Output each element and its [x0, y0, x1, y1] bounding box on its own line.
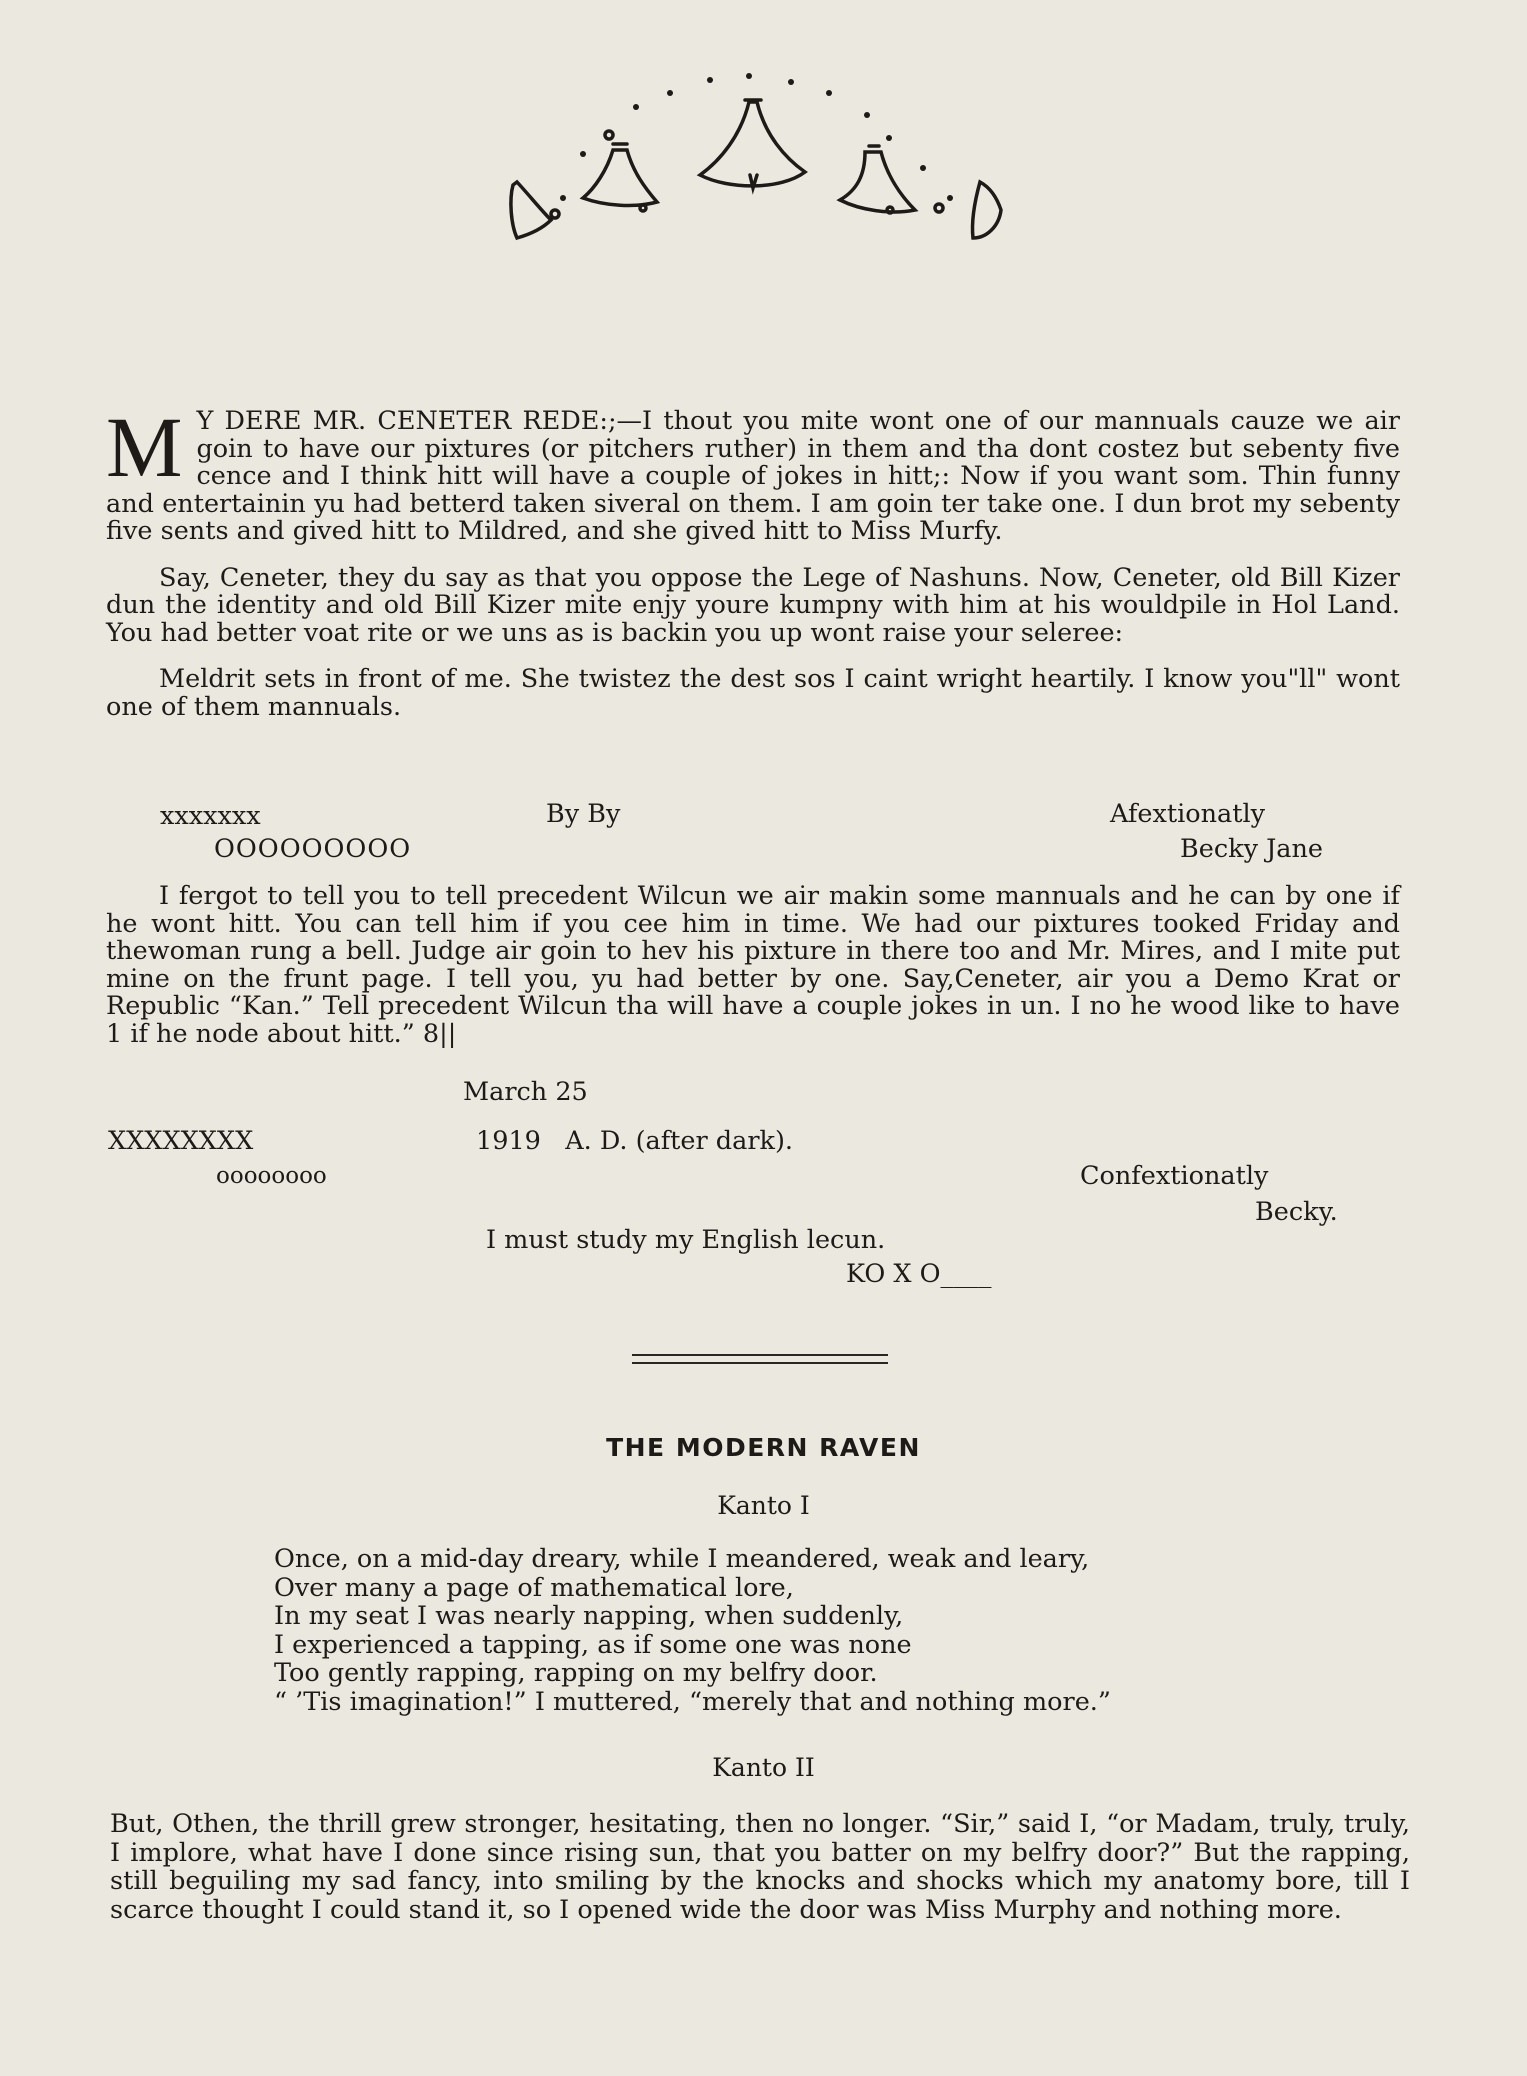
letter-date: March 25 [463, 1077, 588, 1107]
letter-paragraph-1: M Y DERE MR. CENETER REDE:;—I thout you mite wont one of our mannuals cauze we air goin to have our pixtures (or pitchers ruther) in them and tha dont costez but sebenty five cence and I think hitt will have a couple of jokes in hitt;: Now if you want som. Thin funny and entertainin yu had betterd taken siveral on them. I am goin ter take one. I dun brot my sebenty five sents and gived hitt to Mildred, and she gived hitt to Miss Murfy. [106, 399, 1400, 546]
ko-mark: KO X O____ [846, 1259, 992, 1289]
bell-icon [935, 182, 1001, 238]
hugs-mark-2: oooooooo [216, 1163, 327, 1189]
letter-paragraph-2: Say, Ceneter, they du say as that you oppose the Lege of Nashuns. Now, Ceneter, old Bill Kizer dun the identity and old Bill Kizer mite enjy youre kumpny with him at his wouldpile in Hol Land. You had better voat rite or we uns as is backin you up wont raise your seleree: [106, 562, 1400, 648]
closing-text: Afextionatly [1110, 799, 1266, 829]
bell-icon [511, 182, 559, 238]
kanto-2-heading: Kanto II [712, 1753, 815, 1782]
signature-name-2: Becky. [1255, 1197, 1338, 1227]
bell-icon [700, 100, 805, 188]
byby-text: By By [546, 799, 621, 829]
postscript: I must study my English lecun. [486, 1225, 886, 1255]
kanto-1-verse [274, 1545, 1111, 1716]
kisses-mark: xxxxxxx [160, 801, 261, 831]
verse-line: Too gently rapping, rapping on my belfry door. [274, 1658, 878, 1688]
verse-line: I experienced a tapping, as if some one was none [274, 1629, 912, 1660]
signature-name: Becky Jane [1180, 834, 1324, 864]
kanto-1-heading: Kanto I [717, 1491, 810, 1520]
drop-cap: M [106, 399, 183, 495]
letter-paragraph-3: Meldrit sets in front of me. She twistez the dest sos I caint wright heartily. I know you"ll" wont one of them mannuals. [106, 664, 1400, 722]
bell-icon [840, 146, 915, 213]
divider-rule [632, 1362, 888, 1364]
letter-body [106, 399, 1400, 740]
divider-rule [632, 1354, 888, 1356]
verse-line: “ ’Tis imagination!” I muttered, “merely that and nothing more.” [274, 1686, 1111, 1717]
kisses-mark-2: XXXXXXXX [108, 1126, 254, 1156]
letter-paragraph-4: I fergot to tell you to tell precedent Wilcun we air makin some mannuals and he can by one if he wont hitt. You can tell him if you cee him in time. We had our pixtures tooked Friday and thewoman rung a bell. Judge air goin to hev his pixture in there too and Mr. Mires, and I mite put mine on the frunt page. I tell you, yu had better by one. Say,Ceneter, air you a Demo Krat or Republic “Kan.” Tell precedent Wilcun tha will have a couple jokes in un. I no he wood like to have 1 if he node about hitt.” 8|| [106, 881, 1400, 1049]
kanto-2-text: But, Othen, the thrill grew stronger, hesitating, then no longer. “Sir,” said I, “or Madam, truly, truly, I implore, what have I done since rising sun, that you batter on my belfry door?” But the rapping, still beguiling my sad fancy, into smiling by the knocks and shocks which my anatomy bore, till I scarce thought I could stand it, so I opened wide the door was Miss Murphy and nothing more. [110, 1809, 1410, 1925]
bells-ornament [495, 60, 1015, 260]
bell-icon [583, 131, 657, 211]
verse-line: Once, on a mid-day dreary, while I meandered, weak and leary, [274, 1544, 1090, 1574]
closing-text-2: Confextionatly [1080, 1161, 1269, 1191]
verse-line: In my seat I was nearly napping, when suddenly, [274, 1601, 904, 1631]
poem-title: THE MODERN RAVEN [606, 1433, 921, 1462]
verse-line: Over many a page of mathematical lore, [274, 1572, 794, 1603]
hugs-mark: OOOOOOOOO [214, 834, 412, 864]
letter-year: 1919 A. D. (after dark). [476, 1126, 794, 1156]
